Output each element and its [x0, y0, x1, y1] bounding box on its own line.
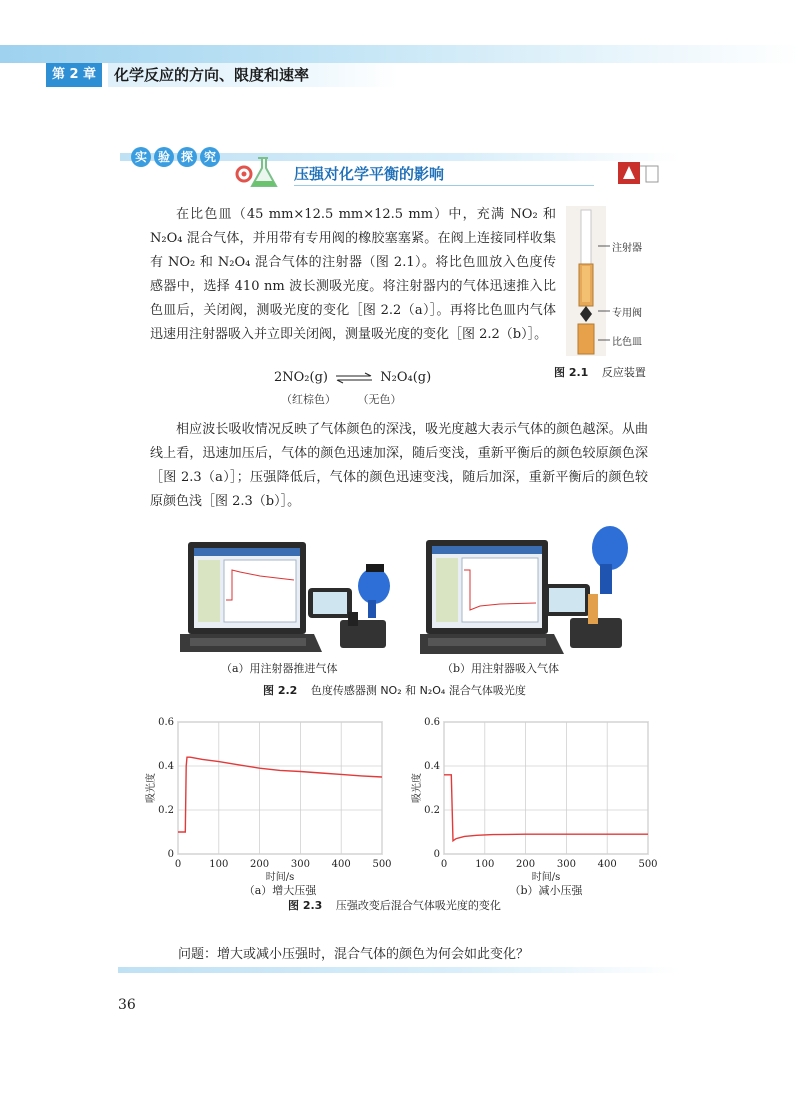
figure22-caption-text: 色度传感器测 NO₂ 和 N₂O₄ 混合气体吸光度: [310, 684, 526, 697]
paragraph-procedure: 在比色皿（45 mm×12.5 mm×12.5 mm）中，充满 NO₂ 和 N₂O₄ 混合气体，并用带有专用阀的橡胶塞塞紧。在阀上连接同样收集有 NO₂ 和 N₂O₄ 混合气体的注射器（图 2.1）。将比色皿放入色度传感器中，选择 410 nm 波长测吸光度。将注射器内的气体迅速推入比色皿后，关闭阀，测吸光度的变化［图 2.2（a）］。再将比色皿内气体迅速用注射器吸入并立即关闭阀，测量吸光度的变化［图 2.2（b）］。: [150, 207, 556, 342]
video-icon[interactable]: [618, 160, 674, 188]
x-tick-label: 400: [597, 859, 617, 870]
paragraph-analysis: 相应波长吸收情况反映了气体颜色的深浅，吸光度越大表示气体的颜色越深。从曲线上看，迅速加压后，气体的颜色迅速加深，随后变浅，重新平衡后的颜色较原颜色深［图 2.3（a）］；压强降低后，气体的颜色迅速变浅，随后加深，重新平衡后的颜色较原颜色浅［图 2.3（b）］。: [150, 422, 648, 509]
figure23-caption: [288, 897, 501, 913]
flask-gear-icon: [232, 152, 284, 192]
equation-notes: [281, 391, 402, 407]
question: 问题：增大或减小压强时，混合气体的颜色为何会如此变化？: [178, 947, 530, 962]
plot-area: [178, 722, 382, 854]
y-tick-label: 0.2: [424, 805, 440, 816]
y-tick-label: 0.2: [158, 805, 174, 816]
chart-pressure-increase: [142, 712, 402, 912]
y-axis-label: 吸光度: [412, 773, 423, 803]
page-number: 36: [118, 997, 136, 1013]
equation-right: N₂O₄(g): [380, 370, 432, 385]
equilibrium-arrow-icon: [334, 372, 374, 384]
equation-left-note: （红棕色）: [281, 393, 336, 406]
equation-left: 2NO₂(g): [274, 370, 328, 385]
header-band: [0, 45, 800, 63]
x-tick-label: 0: [174, 859, 182, 870]
photo-push-gas: [180, 530, 410, 660]
x-tick-label: 200: [250, 859, 270, 870]
x-tick-label: 100: [475, 859, 495, 870]
x-axis-label: 时间/s: [265, 872, 295, 883]
x-tick-label: 300: [290, 859, 310, 870]
x-tick-label: 500: [638, 859, 658, 870]
figure21-caption-text: 反应装置: [601, 366, 646, 379]
figure22-sub-a: （a）用注射器推进气体: [221, 662, 338, 675]
y-tick-label: 0: [433, 849, 440, 860]
equation: [274, 370, 431, 385]
figure22-caption-num: 图 2.2: [263, 684, 298, 697]
label-syringe: 注射器: [612, 243, 642, 254]
chart-title: （b）减小压强: [509, 884, 583, 897]
x-tick-label: 500: [372, 859, 392, 870]
photo-draw-gas: [420, 520, 640, 660]
x-tick-label: 0: [440, 859, 448, 870]
experiment-label-char: 探: [177, 147, 197, 167]
experiment-label-char: 究: [200, 147, 220, 167]
chapter-title: 化学反应的方向、限度和速率: [108, 63, 398, 87]
y-tick-label: 0.4: [424, 761, 440, 772]
x-tick-label: 400: [331, 859, 351, 870]
x-tick-label: 300: [556, 859, 576, 870]
experiment-label: [131, 146, 223, 168]
figure22-sub-b: （b）用注射器吸入气体: [442, 662, 560, 675]
equation-right-note: （无色）: [357, 393, 402, 406]
x-tick-label: 100: [209, 859, 229, 870]
chapter-number: 第 2 章: [46, 63, 102, 87]
chart-title: （a）增大压强: [243, 884, 317, 897]
experiment-label-char: 实: [131, 147, 151, 167]
y-tick-label: 0: [167, 849, 174, 860]
figure23-caption-text: 压强改变后混合气体吸光度的变化: [335, 899, 501, 912]
y-tick-label: 0.6: [424, 717, 440, 728]
x-tick-label: 200: [516, 859, 536, 870]
chart-pressure-decrease: [408, 712, 668, 912]
figure-leader-lines: [598, 238, 612, 348]
label-valve: 专用阀: [612, 308, 642, 319]
x-axis-label: 时间/s: [531, 872, 561, 883]
figure21-caption-num: 图 2.1: [554, 366, 589, 379]
y-tick-label: 0.4: [158, 761, 174, 772]
label-cuvette: 比色皿: [612, 337, 642, 348]
section-title: 压强对化学平衡的影响: [294, 165, 445, 183]
bottom-band: [118, 967, 678, 973]
figure22-caption: [263, 682, 526, 698]
figure21-caption: [554, 364, 646, 380]
experiment-label-char: 验: [154, 147, 174, 167]
y-tick-label: 0.6: [158, 717, 174, 728]
figure23-caption-num: 图 2.3: [288, 899, 323, 912]
y-axis-label: 吸光度: [146, 773, 157, 803]
section-rule: [294, 185, 594, 186]
